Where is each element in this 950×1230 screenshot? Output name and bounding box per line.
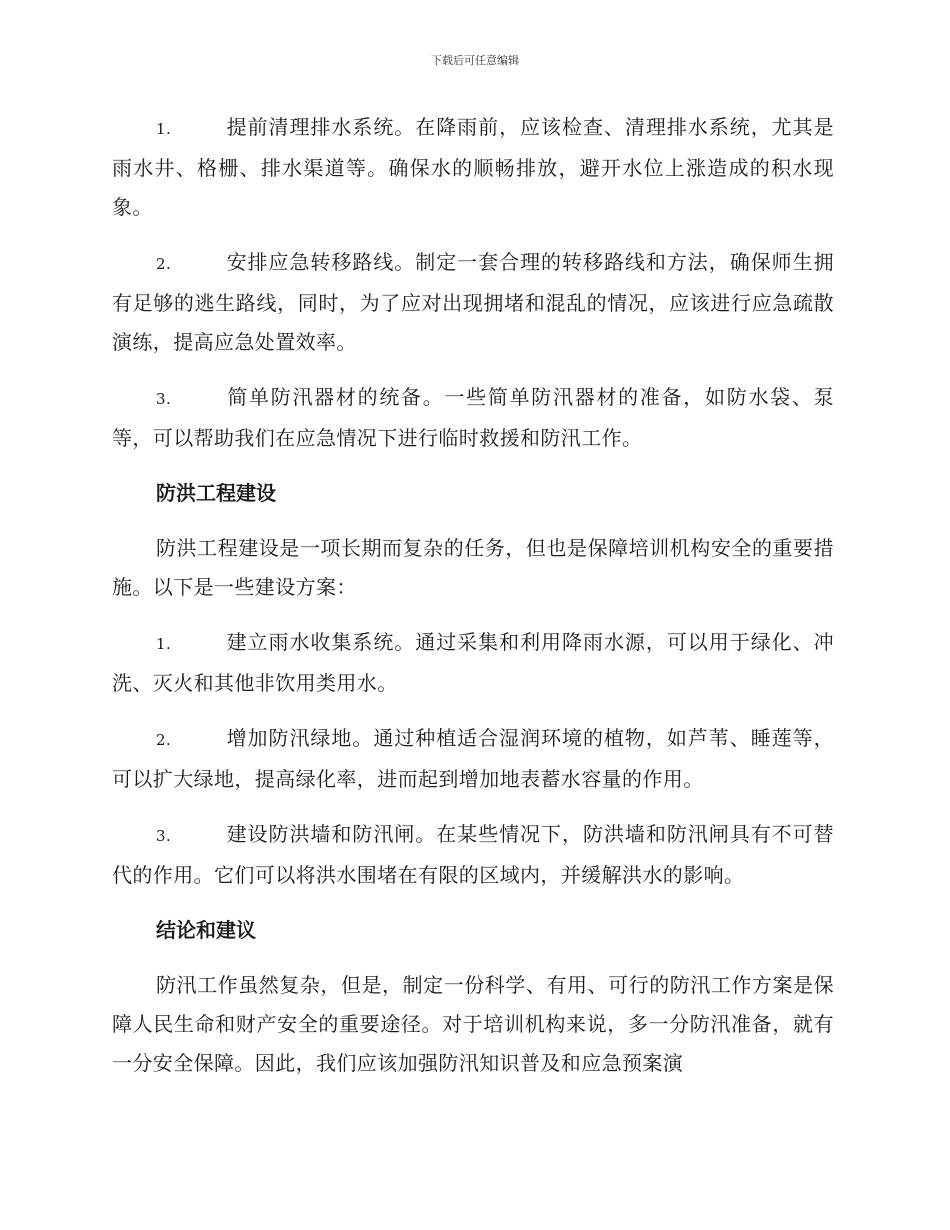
list-item-text: 建立雨水收集系统。通过采集和利用降雨水源，可以用于绿化、冲洗、灭火和其他非饮用类用水。 [112,630,834,695]
list-item-text: 安排应急转移路线。制定一套合理的转移路线和方法，确保师生拥有足够的逃生路线，同时，为了应对出现拥堵和混乱的情况，应该进行应急疏散演练，提高应急处置效率。 [112,250,834,354]
list-item-text: 提前清理排水系统。在降雨前，应该检查、清理排水系统，尤其是雨水井、格栅、排水渠道等。确保水的顺畅排放，避开水位上涨造成的积水现象。 [112,115,834,219]
list-item [112,378,834,458]
list-number: 1. [156,120,172,138]
conclusion-paragraph: 防汛工作虽然复杂，但是，制定一份科学、有用、可行的防汛工作方案是保障人民生命和财产安全的重要途径。对于培训机构来说，多一分防汛准备，就有一分安全保障。因此，我们应该加强防汛知识普及和应急预案演 [112,973,834,1075]
document-body [112,108,834,1083]
list-item [112,243,834,362]
list-number: 3. [156,827,172,845]
page-header: 下载后可任意编辑 [431,54,519,67]
section-heading-conclusion: 结论和建议 [156,918,256,942]
section-intro-paragraph: 防洪工程建设是一项长期而复杂的任务，但也是保障培训机构安全的重要措施。以下是一些建设方案： [112,536,834,599]
list-item-text: 简单防汛器材的统备。一些简单防汛器材的准备，如防水袋、泵等，可以帮助我们在应急情况下进行临时救援和防汛工作。 [112,385,834,450]
list-number: 2. [156,731,172,749]
section-heading-flood-engineering: 防洪工程建设 [156,481,276,505]
list-item [112,815,834,895]
list-item [112,108,834,227]
list-item [112,719,834,799]
list-item-text: 增加防汛绿地。通过种植适合湿润环境的植物，如芦苇、睡莲等，可以扩大绿地，提高绿化率，进而起到增加地表蓄水容量的作用。 [112,726,834,791]
list-number: 3. [156,390,172,408]
list-item-text: 建设防洪墙和防汛闸。在某些情况下，防洪墙和防汛闸具有不可替代的作用。它们可以将洪水围堵在有限的区域内，并缓解洪水的影响。 [112,822,834,887]
list-number: 2. [156,255,172,273]
list-item [112,623,834,703]
list-number: 1. [156,635,172,653]
